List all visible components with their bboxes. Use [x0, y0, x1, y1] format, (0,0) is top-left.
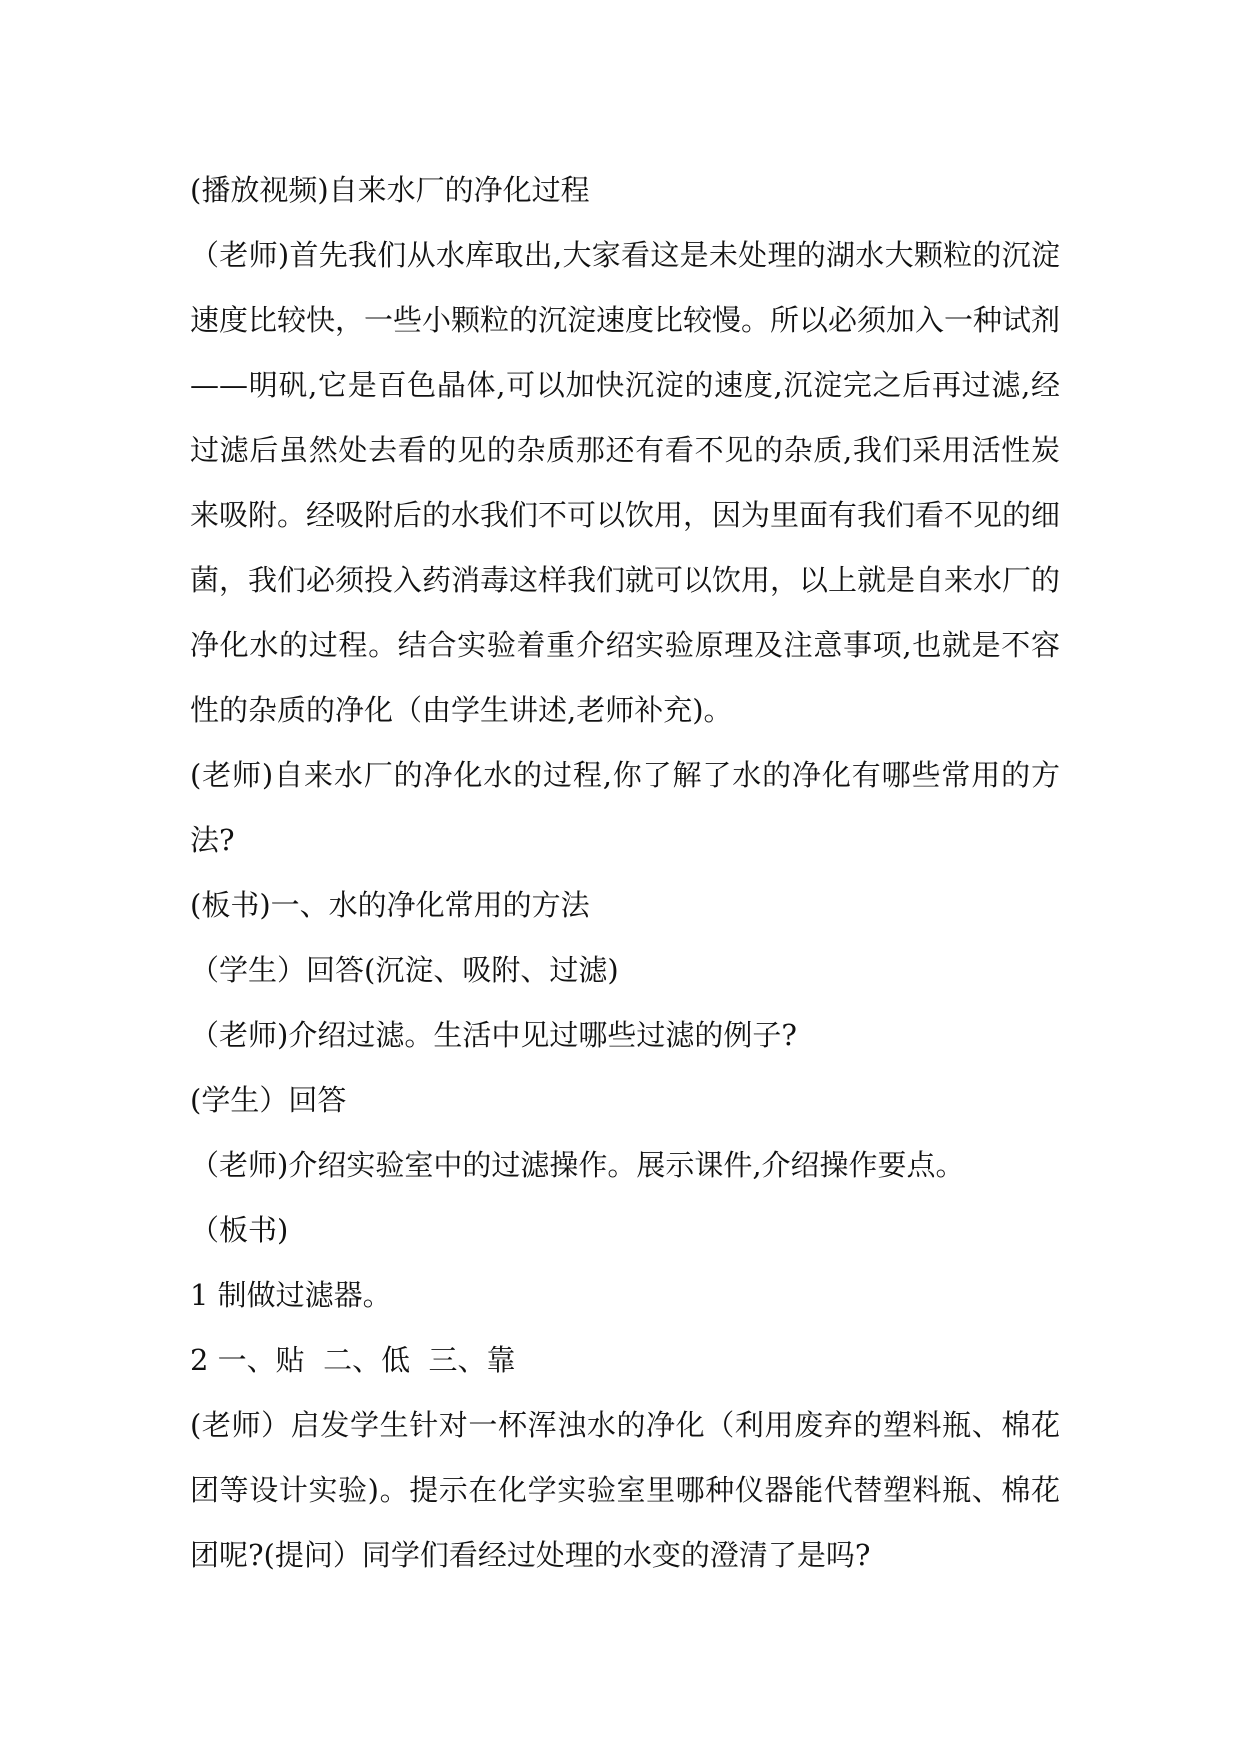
paragraph-board-heading: (板书)一、水的净化常用的方法 — [190, 888, 590, 922]
paragraph-student-answer: （学生）回答(沉淀、吸附、过滤) — [190, 953, 619, 987]
paragraph-step-two: 2 一、贴 二、低 三、靠 — [190, 1343, 516, 1377]
document-body — [190, 158, 1060, 1588]
paragraph-step-one: 1 制做过滤器。 — [190, 1278, 392, 1312]
paragraph-video-title: (播放视频)自来水厂的净化过程 — [190, 173, 590, 207]
paragraph-teacher-filtration: （老师)介绍过滤。生活中见过哪些过滤的例子? — [190, 1018, 797, 1052]
paragraph-student-reply: (学生）回答 — [190, 1083, 347, 1117]
paragraph-teacher-explanation: （老师)首先我们从水库取出,大家看这是未处理的湖水大颗粒的沉淀速度比较快，一些小颗粒的沉淀速度比较慢。所以必须加入一种试剂——明矾,它是百色晶体,可以加快沉淀的速度,沉淀完之后再过滤,经过滤后虽然处去看的见的杂质那还有看不见的杂质,我们采用活性炭来吸附。经吸附后的水我们不可以饮用，因为里面有我们看不见的细菌，我们必须投入药消毒这样我们就可以饮用，以上就是自来水厂的净化水的过程。结合实验着重介绍实验原理及注意事项,也就是不容性的杂质的净化（由学生讲述,老师补充)。 — [190, 238, 1061, 727]
paragraph-teacher-lab-operation: （老师)介绍实验室中的过滤操作。展示课件,介绍操作要点。 — [190, 1148, 965, 1182]
paragraph-board-note: （板书) — [190, 1213, 289, 1247]
paragraph-teacher-inspire: (老师）启发学生针对一杯浑浊水的净化（利用废弃的塑料瓶、棉花团等设计实验)。提示在化学实验室里哪种仪器能代替塑料瓶、棉花团呢?(提问）同学们看经过处理的水变的澄清了是吗? — [190, 1408, 1060, 1572]
paragraph-teacher-question: (老师)自来水厂的净化水的过程,你了解了水的净化有哪些常用的方法? — [190, 758, 1060, 857]
